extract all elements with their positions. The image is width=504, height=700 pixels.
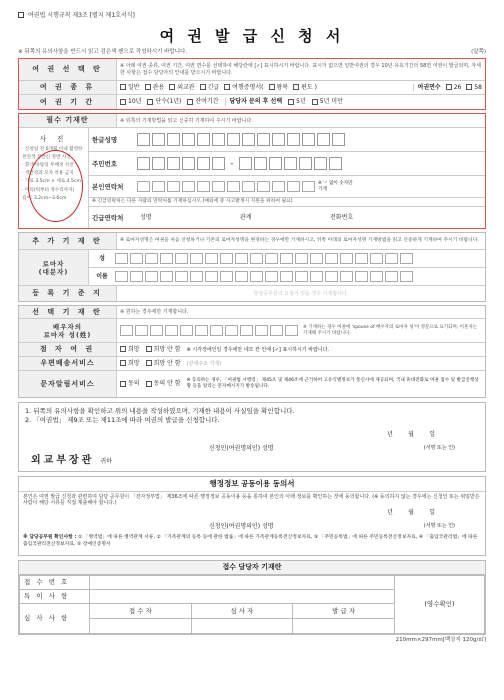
braille-yes[interactable]: 희망 bbox=[120, 346, 140, 354]
given-name-row bbox=[89, 268, 485, 285]
mail-no[interactable]: 희망 안 함 bbox=[146, 360, 181, 368]
given-name-boxes[interactable] bbox=[115, 271, 413, 282]
checkbox[interactable] bbox=[446, 84, 452, 90]
emergency-row bbox=[89, 207, 485, 228]
mail-row bbox=[19, 357, 485, 371]
period-options bbox=[117, 95, 485, 109]
korean-name-row bbox=[89, 128, 485, 152]
mail-address-input[interactable]: (상세주소 기재) bbox=[186, 360, 222, 367]
period-option-remaining[interactable]: 잔여기간 bbox=[187, 98, 218, 106]
optional-header-row bbox=[19, 306, 485, 319]
type-option-travel-cert[interactable]: 여행증명서( bbox=[224, 84, 263, 92]
korean-name-label: 한글성명 bbox=[92, 135, 118, 144]
receiver-label: 접 수 자 bbox=[90, 603, 192, 618]
spouse-boxes[interactable] bbox=[120, 325, 298, 336]
photo-title: 사 진 bbox=[39, 135, 68, 144]
checkbox[interactable] bbox=[200, 84, 206, 90]
passport-type-row bbox=[19, 81, 485, 95]
surname-label: 성 bbox=[99, 254, 105, 262]
checkbox[interactable] bbox=[120, 84, 126, 90]
sms-agree[interactable]: 동의 bbox=[120, 380, 140, 388]
period-option-5y[interactable]: 5년 bbox=[288, 98, 306, 106]
staff-table bbox=[19, 575, 485, 634]
sms-row bbox=[19, 371, 485, 397]
mail-yes[interactable]: 희망 bbox=[120, 360, 140, 368]
staff-check-items: ※ 담당공무원 확인사항 : ① 「병역법」에 따른 병역관계 서류, ② 「가족관계의 등록 등에 관한 법률」에 따른 가족관계등록전산정보자료, ③ 「주민등록법」에 따른 주민등록전산정보자료, ④ 「출입국관리법」에 따른 출입국관리전산정보자료, ⑤ 장애인증명서 bbox=[23, 535, 478, 547]
required-instruction: ※ 뒤쪽의 기재방법을 읽고 신중히 기재하여 주시기 바랍니다. bbox=[120, 117, 253, 124]
type-option-oneway[interactable]: 편도 ) bbox=[293, 84, 317, 92]
paper-spec: 210mm×297mm[백상지 120g/㎡] bbox=[395, 636, 486, 643]
pages-label: 여권면수 bbox=[413, 84, 441, 92]
optional-fields-block bbox=[18, 305, 486, 398]
staff-selection-label: 담당자 문의 후 선택 bbox=[225, 98, 283, 106]
additional-label: 추 가 기 재 란 bbox=[19, 233, 117, 249]
braille-row bbox=[19, 343, 485, 357]
instruction-row bbox=[18, 49, 486, 56]
type-option-general[interactable]: 일반 bbox=[120, 84, 140, 92]
declaration-line1: 1. 뒤쪽의 유의사항을 확인하고 위의 내용을 작성하였으며, 기재한 내용이 사실임을 확인합니다. bbox=[25, 407, 295, 416]
checkbox[interactable] bbox=[145, 84, 151, 90]
period-option-single[interactable]: 단수(1년) bbox=[147, 98, 181, 106]
additional-header-row bbox=[19, 233, 485, 250]
braille-label: 점 자 여 권 bbox=[19, 343, 117, 356]
checkbox-icon bbox=[18, 12, 24, 18]
checkbox[interactable] bbox=[120, 99, 126, 105]
resident-id-row bbox=[89, 152, 485, 176]
type-option-roundtrip[interactable]: 왕복 bbox=[269, 84, 289, 92]
declaration-sign-note[interactable]: (서명 또는 인) bbox=[423, 445, 455, 452]
roman-name-label: 로마자 (대문자) bbox=[19, 250, 89, 285]
contact-boxes[interactable] bbox=[137, 176, 315, 197]
sms-label: 문자알림서비스 bbox=[19, 371, 117, 397]
optional-instruction: ※ 원하는 경우에만 기재합니다. bbox=[120, 309, 189, 315]
issuer-label: 발 급 자 bbox=[293, 603, 395, 618]
declaration-date[interactable]: 년 월 일 bbox=[387, 431, 435, 439]
roman-name-fields bbox=[89, 250, 485, 285]
photo-area[interactable]: 사 진 · 신청일 전 6개월 이내 촬영한 천연색 상반신 정면 사진 · 흰색 바탕의 무배경 사진 · 색안경과 모자 착용 금지 · 가로 3.5cm × 세로 4.5cm · 머리(턱부터 정수리까지) 길이: 3.2cm~3.6cm bbox=[19, 128, 89, 228]
mail-options bbox=[117, 357, 485, 370]
pages-option-58[interactable]: 58 bbox=[466, 84, 482, 92]
staff-title: 접수 담당자 기재란 bbox=[19, 561, 485, 575]
checkbox[interactable] bbox=[147, 99, 153, 105]
special-notes-cell[interactable] bbox=[90, 589, 395, 603]
selection-intro-row bbox=[19, 59, 485, 81]
braille-options bbox=[117, 343, 485, 356]
checkbox[interactable] bbox=[293, 84, 299, 90]
checkbox[interactable] bbox=[312, 99, 318, 105]
contact-row bbox=[89, 176, 485, 198]
type-option-emergency[interactable]: 긴급 bbox=[200, 84, 220, 92]
period-option-10y[interactable]: 10년 bbox=[120, 98, 141, 106]
passport-selection-block bbox=[18, 58, 486, 110]
declaration-line2: 2. 「여권법」 제9조 또는 제11조에 따라 여권의 발급을 신청합니다. bbox=[25, 416, 220, 425]
form-reference bbox=[18, 12, 486, 20]
emergency-label: 긴급연락처 bbox=[92, 213, 124, 222]
passport-type-label: 여 권 종 류 bbox=[19, 81, 117, 94]
contact-note: ※ '-' 없이 숫자만 기재 bbox=[318, 180, 353, 192]
required-header-row bbox=[19, 114, 485, 128]
emergency-note: ※ 긴급연락처는 다른 사람의 연락처를 기재하십시오.(예외에 중 사고발생시 지원을 위하여 필요) bbox=[89, 198, 485, 207]
type-option-official[interactable]: 관용 bbox=[145, 84, 165, 92]
sms-options bbox=[117, 371, 485, 397]
checkbox[interactable] bbox=[288, 99, 294, 105]
selection-instruction: ※ 아래 여권 종류, 여권 기간, 여권 면수를 선택하여 해당란에 [✓] 표시하시기 바랍니다. 표시가 없으면 일반여권의 경우 10년 유효기간의 58면 여권이 발급되며, 자세한 사항은 접수 담당자의 안내를 받으시기 바랍니다. bbox=[120, 63, 481, 76]
spouse-row bbox=[19, 319, 485, 343]
declaration-block bbox=[18, 402, 486, 472]
registry-row bbox=[19, 286, 485, 301]
emergency-fields[interactable]: 성명 관계 전화번호 bbox=[140, 213, 354, 221]
consent-sign-note[interactable]: (서명 또는 인) bbox=[423, 523, 455, 530]
form-ref-text: 여권법 시행규칙 제3조 [별지 제1호서식] bbox=[28, 12, 135, 19]
resident-id-label: 주민번호 bbox=[92, 159, 118, 168]
checkbox[interactable] bbox=[187, 99, 193, 105]
photo-oval-guide bbox=[28, 150, 83, 222]
form-title: 여 권 발 급 신 청 서 bbox=[159, 26, 345, 45]
spouse-fields bbox=[117, 319, 485, 342]
pages-option-26[interactable]: 26 bbox=[446, 84, 462, 92]
selection-label: 여 권 선 택 란 bbox=[19, 59, 117, 80]
receipt-number-label: 접 수 번 호 bbox=[20, 575, 90, 589]
additional-fields-block bbox=[18, 232, 486, 302]
addressee-honor: 귀하 bbox=[100, 458, 112, 466]
addressee bbox=[31, 455, 112, 468]
passport-type-options bbox=[117, 81, 485, 94]
resident-id-boxes[interactable]: - bbox=[137, 152, 342, 175]
spouse-label: 배우자의 로마자 성(姓) bbox=[19, 319, 117, 342]
consent-signer: 신청인(여권명의인) 성명 bbox=[209, 523, 274, 531]
passport-period-row bbox=[19, 95, 485, 109]
staff-block bbox=[18, 560, 486, 635]
addressee-name: 외교부장관 bbox=[31, 455, 95, 467]
contact-label: 본인연락처 bbox=[92, 182, 124, 191]
registry-label: 등 록 기 준 지 bbox=[19, 286, 117, 301]
spouse-note: ※ 기재하는 경우 여권에 'spouse of 배우자의 로마자 성'이 영문으로 표기되며, 미혼자는 기재해 주시기 바랍니다. bbox=[303, 325, 478, 336]
reviewer-label: 심 사 자 bbox=[191, 603, 293, 618]
surname-row bbox=[89, 250, 485, 268]
checkbox[interactable] bbox=[466, 84, 472, 90]
receipt-number-cell[interactable] bbox=[90, 575, 395, 589]
roman-name-row bbox=[19, 250, 485, 286]
review-label: 심 사 사 항 bbox=[20, 603, 90, 633]
receipt-stamp: (영수확인) bbox=[395, 575, 485, 633]
type-option-diplomat[interactable]: 외교관 bbox=[169, 84, 194, 92]
braille-no[interactable]: 희망 안 함 bbox=[146, 346, 181, 354]
braille-note: ※ 시각장애인일 경우에만 네모 칸 안에 [✓] 표시하시기 바랍니다. bbox=[186, 346, 330, 353]
optional-label: 선 택 기 재 란 bbox=[19, 306, 117, 318]
sms-disagree[interactable]: 동의 안 함 bbox=[146, 380, 181, 388]
required-fields-block bbox=[18, 113, 486, 229]
issuer-cell[interactable] bbox=[293, 618, 395, 633]
sms-note: ※ 동의하는 경우, 「여권법 시행령」 제45조 및 제46조에 근거하여 고유식별정보가 통신사에 제공되며, 국내 휴대전화로 여권 접수 및 발급진행상황 등을 알리는 문자메시지가 발송됩니다. bbox=[186, 378, 479, 390]
instruction-text: ※ 뒤쪽의 유의사항을 반드시 읽고 검은색 펜으로 작성하시기 바랍니다. bbox=[18, 49, 188, 56]
consent-block bbox=[18, 476, 486, 556]
special-notes-label: 특 이 사 항 bbox=[20, 589, 90, 603]
required-fields bbox=[89, 128, 485, 228]
required-body bbox=[19, 128, 485, 228]
registry-input[interactable]: 담당공무원의 요청이 있을 경우 기재합니다. bbox=[253, 290, 349, 297]
checkbox[interactable] bbox=[269, 84, 275, 90]
additional-instruction: ※ 로마자성명은 여권을 처음 신청하거나 기존의 로마자성명을 변경하는 경우에만 기재하시고, 뒤쪽 아래의 로마자성명 기재방법을 읽고 신중하게 기재하여 주시기 바랍니다. bbox=[120, 238, 479, 244]
passport-period-label: 여 권 기 간 bbox=[19, 95, 117, 109]
required-label: 필수 기재란 bbox=[19, 114, 117, 127]
receiver-cell[interactable] bbox=[90, 618, 192, 633]
checkbox[interactable] bbox=[169, 84, 175, 90]
surname-boxes[interactable] bbox=[115, 253, 413, 264]
consent-title: 행정정보 공동이용 동의서 bbox=[19, 477, 485, 491]
consent-text: 본인은 여권 발급 신청과 관련하여 담당 공무원이 「전자정부법」 제36조에 따른 행정정보 공동이용 등을 통하여 본인의 아래 정보를 확인하는 것에 동의합니다. (※ 동의하지 않는 경우에는 신청인 또는 위임받은 사람이 해당 서류를 직접 제출해야 합니다.) bbox=[23, 493, 480, 507]
given-name-label: 이름 bbox=[96, 272, 108, 280]
period-option-under-5y[interactable]: 5년 미만 bbox=[312, 98, 343, 106]
page-side: (앞쪽) bbox=[471, 49, 486, 56]
mail-label: 우편배송서비스 bbox=[19, 357, 117, 370]
declaration-signer: 신청인(여권명의인) 성명 bbox=[209, 445, 274, 453]
reviewer-cell[interactable] bbox=[191, 618, 293, 633]
checkbox[interactable] bbox=[224, 84, 230, 90]
korean-name-boxes[interactable] bbox=[137, 128, 345, 151]
consent-date[interactable]: 년 월 일 bbox=[387, 509, 435, 517]
